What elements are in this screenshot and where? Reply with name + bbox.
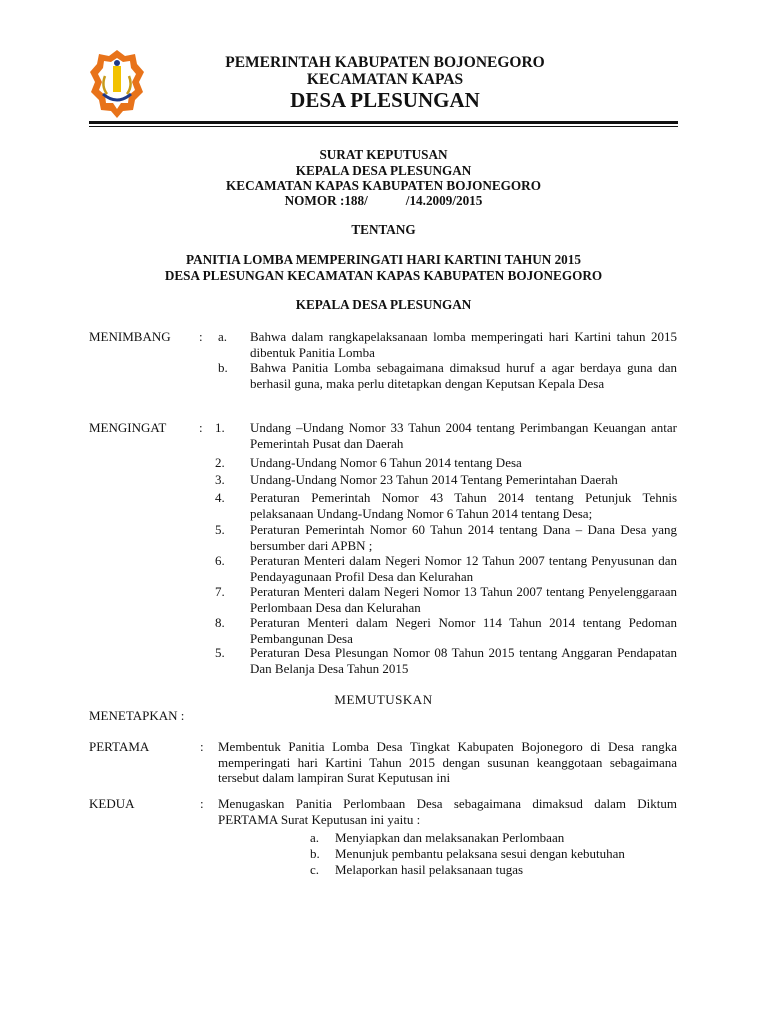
- document-number-suffix: /14.2009/2015: [405, 193, 483, 208]
- pertama-text: Membentuk Panitia Lomba Desa Tingkat Kabupaten Bojonegoro di Desa rangka memperingati hari Kartini Tahun 2015 dengan susunan keanggotaan sebagaimana tersebut dalam lampiran Surat Keputusan ini: [218, 739, 677, 785]
- mengingat-item: Peraturan Menteri dalam Negeri Nomor 114 Tahun 2014 tentang Pedoman Pembangunan Desa: [250, 615, 677, 646]
- mengingat-marker: 4.: [215, 490, 225, 505]
- mengingat-item: Peraturan Menteri dalam Negeri Nomor 12 Tahun 2007 tentang Penyusunan dan Pendayagunaan Profil Desa dan Kelurahan: [250, 553, 677, 584]
- mengingat-item: Peraturan Pemerintah Nomor 43 Tahun 2014 tentang Petunjuk Tehnis pelaksanaan Undang-Undang Nomor 6 Tahun 2014 tentang Desa;: [250, 490, 677, 521]
- mengingat-item: Undang –Undang Nomor 33 Tahun 2004 tentang Perimbangan Keuangan antar Pemerintah Pusat dan Daerah: [250, 420, 677, 451]
- mengingat-marker: 5.: [215, 522, 225, 537]
- kedua-item: Menunjuk pembantu pelaksana sesui dengan kebutuhan: [335, 846, 625, 861]
- mengingat-marker: 7.: [215, 584, 225, 599]
- mengingat-marker: 5.: [215, 645, 225, 660]
- letterhead-thin-rule: [89, 126, 678, 127]
- regency-emblem-icon: [89, 48, 145, 120]
- mengingat-marker: 6.: [215, 553, 225, 568]
- document-region: KECAMATAN KAPAS KABUPATEN BOJONEGORO: [226, 178, 541, 193]
- kedua-label: KEDUA: [89, 796, 135, 811]
- mengingat-marker: 2.: [215, 455, 225, 470]
- kedua-colon: :: [200, 796, 204, 811]
- menimbang-marker: b.: [218, 360, 228, 375]
- letterhead-village: DESA PLESUNGAN: [290, 88, 480, 112]
- mengingat-item: Undang-Undang Nomor 6 Tahun 2014 tentang Desa: [250, 455, 522, 470]
- mengingat-marker: 8.: [215, 615, 225, 630]
- letterhead-district: KECAMATAN KAPAS: [306, 71, 464, 88]
- mengingat-marker: 3.: [215, 472, 225, 487]
- pertama-colon: :: [200, 739, 204, 754]
- document-number-prefix: NOMOR :188/: [284, 193, 368, 208]
- menimbang-item: Bahwa Panitia Lomba sebagaimana dimaksud huruf a agar berdaya guna dan berhasil guna, maka perlu ditetapkan dengan Keputsan Kepala Desa: [250, 360, 677, 391]
- kedua-item: Menyiapkan dan melaksanakan Perlombaan: [335, 830, 565, 845]
- kedua-item: Melaporkan hasil pelaksanaan tugas: [335, 862, 524, 877]
- mengingat-label: MENGINGAT: [89, 420, 167, 435]
- document-issuer: KEPALA DESA PLESUNGAN: [295, 163, 472, 178]
- kedua-marker: c.: [310, 862, 320, 877]
- mengingat-item: Peraturan Desa Plesungan Nomor 08 Tahun 2015 tentang Anggaran Pendapatan Dan Belanja Desa Tahun 2015: [250, 645, 677, 676]
- menimbang-item: Bahwa dalam rangkapelaksanaan lomba memperingati hari Kartini tahun 2015 dibentuk Panitia Lomba: [250, 329, 677, 360]
- mengingat-item: Undang-Undang Nomor 23 Tahun 2014 Tentang Pemerintahan Daerah: [250, 472, 618, 487]
- tentang-heading: TENTANG: [351, 222, 416, 237]
- kedua-marker: a.: [310, 830, 320, 845]
- menimbang-label: MENIMBANG: [89, 329, 171, 344]
- mengingat-item: Peraturan Menteri dalam Negeri Nomor 13 Tahun 2007 tentang Penyelenggaraan Perlombaan Desa dan Kelurahan: [250, 584, 677, 615]
- memutuskan-heading: MEMUTUSKAN: [334, 692, 433, 707]
- subject-line-2: DESA PLESUNGAN KECAMATAN KAPAS KABUPATEN BOJONEGORO: [164, 268, 603, 283]
- menimbang-colon: :: [199, 329, 203, 344]
- menimbang-marker: a.: [218, 329, 228, 344]
- kedua-text: Menugaskan Panitia Perlombaan Desa sebagaimana dimaksud dalam Diktum PERTAMA Surat Keputusan ini yaitu :: [218, 796, 677, 827]
- document-type: SURAT KEPUTUSAN: [319, 147, 448, 162]
- pertama-label: PERTAMA: [89, 739, 150, 754]
- letterhead-thick-rule: [89, 121, 678, 124]
- letterhead-government: PEMERINTAH KABUPATEN BOJONEGORO: [225, 54, 545, 71]
- document-number: [89, 193, 678, 209]
- mengingat-colon: :: [199, 420, 203, 435]
- kedua-marker: b.: [310, 846, 320, 861]
- subject-line-1: PANITIA LOMBA MEMPERINGATI HARI KARTINI TAHUN 2015: [186, 252, 581, 267]
- menetapkan-label: MENETAPKAN :: [89, 708, 185, 723]
- mengingat-item: Peraturan Pemerintah Nomor 60 Tahun 2014 tentang Dana – Dana Desa yang bersumber dari APBN ;: [250, 522, 677, 553]
- authority-heading: KEPALA DESA PLESUNGAN: [295, 297, 472, 312]
- mengingat-marker: 1.: [215, 420, 225, 435]
